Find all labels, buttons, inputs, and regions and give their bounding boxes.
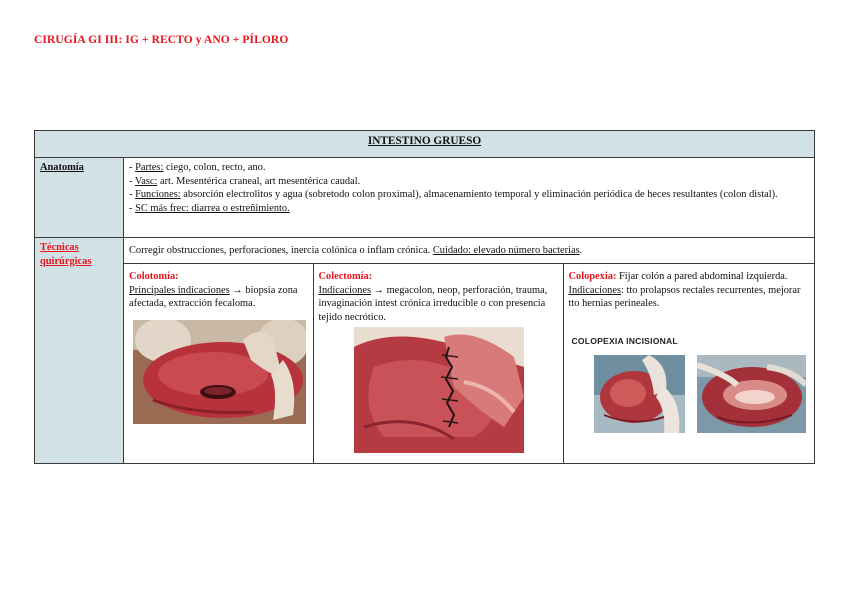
colopexia-caption: COLOPEXIA INCISIONAL	[571, 335, 678, 346]
colopexia-photo-right	[697, 355, 806, 433]
table-header: INTESTINO GRUESO	[35, 131, 815, 158]
row-label-anatomia: Anatomía	[35, 158, 124, 238]
anatomia-content	[124, 158, 815, 238]
colopexia-indicaciones: Indicaciones: tto prolapsos rectales recurrentes, mejorar tto hernias perineales.	[568, 284, 801, 310]
anatomia-line-vasc: - Vasc: art. Mesentérica craneal, art mesentérica caudal.	[129, 175, 361, 187]
intestino-grueso-table	[34, 130, 815, 464]
colotomia-title: Colotomía:	[129, 271, 179, 282]
colectomia-cell	[313, 264, 563, 463]
tecnicas-intro: Corregir obstrucciones, perforaciones, inercia colónica o inflam crónica. Cuidado: elevado número bacterias.	[124, 238, 815, 264]
colectomia-surgical-photo	[354, 327, 524, 453]
anatomia-line-sc: - SC más frec: diarrea o estreñimiento.	[129, 202, 290, 214]
anatomia-line-partes: - Partes: ciego, colon, recto, ano.	[129, 162, 266, 173]
colopexia-text: Colopexia: Fijar colón a pared abdominal izquierda.	[568, 271, 788, 282]
anatomia-line-funciones: - Funciones: absorción electrolitos y agua (sobretodo colon proximal), almacenamiento temporal y eliminación periódica de heces resultantes (colon distal).	[129, 189, 778, 201]
colotomia-cell	[124, 264, 313, 463]
colopexia-photo-left	[594, 355, 685, 433]
colectomia-title: Colectomía:	[318, 271, 373, 282]
colopexia-cell	[563, 264, 814, 463]
tecnicas-grid	[124, 264, 815, 464]
row-label-tecnicas: Técnicas quirúrgicas	[35, 238, 124, 464]
colectomia-text: Indicaciones → megacolon, neop, perforación, trauma, invaginación intest crónica irreducible o con presencia tejido necrótico.	[318, 284, 548, 323]
colopexia-title: Colopexia:	[568, 271, 617, 282]
colotomia-surgical-photo	[133, 320, 306, 424]
colotomia-text: Principales indicaciones → biopsia zona afectada, extracción fecaloma.	[129, 284, 298, 310]
document-title: CIRUGÍA GI III: IG + RECTO y ANO + PÍLORO	[34, 34, 289, 46]
